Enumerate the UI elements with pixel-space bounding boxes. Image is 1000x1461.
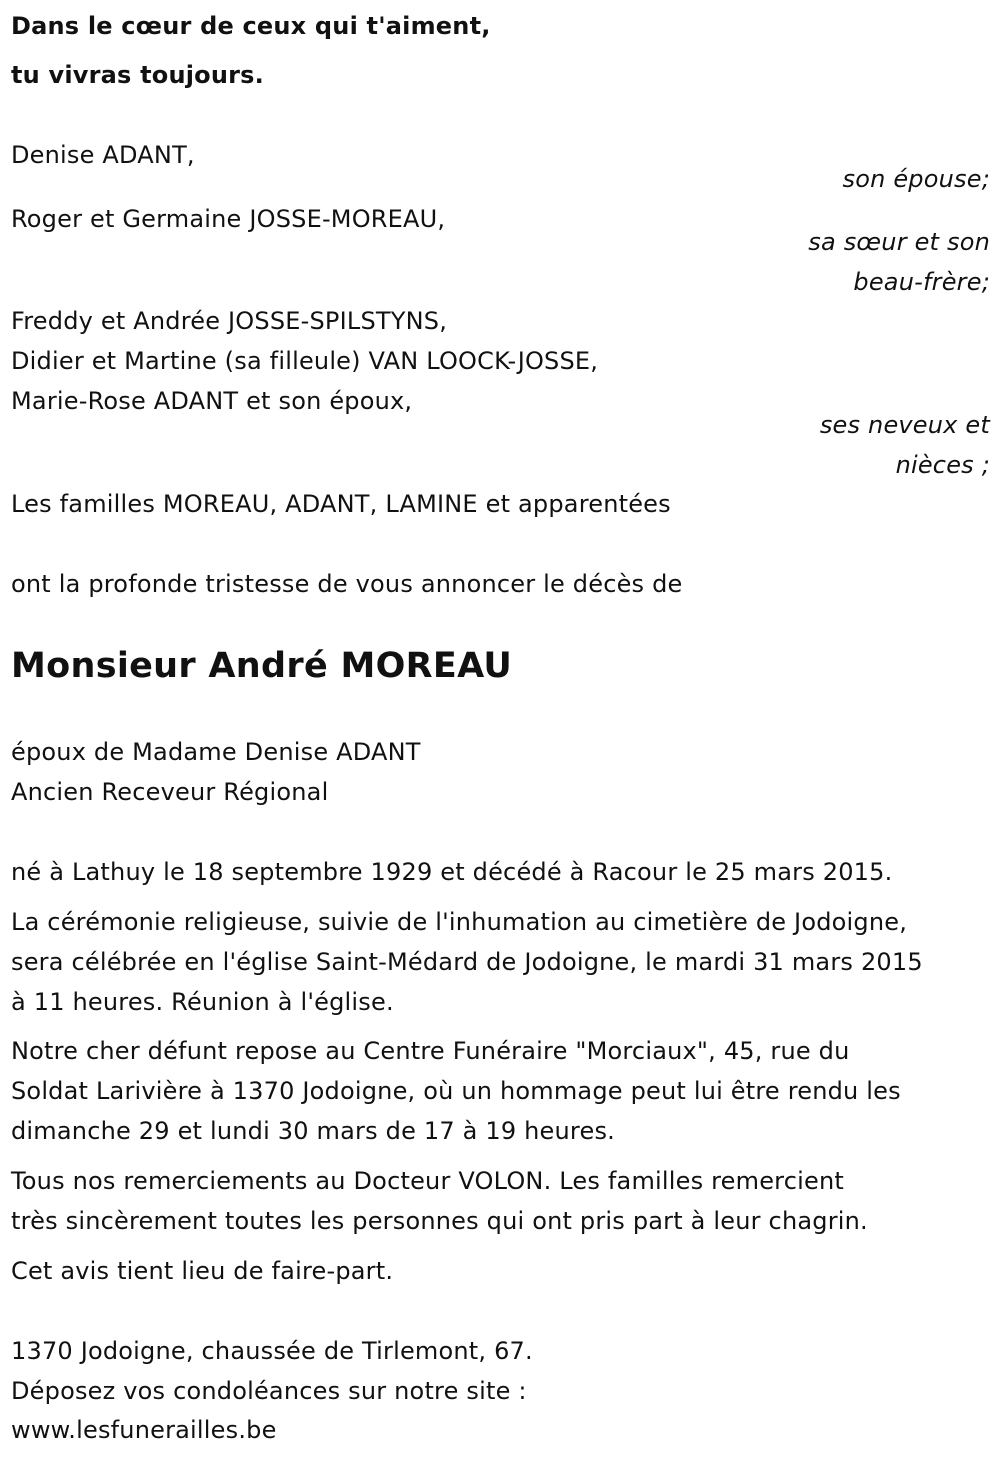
condolences-line: Déposez vos condoléances sur notre site :: [11, 1377, 527, 1405]
birth-death-line: né à Lathuy le 18 septembre 1929 et décédé à Racour le 25 mars 2015.: [11, 858, 893, 886]
quote-line-1: Dans le cœur de ceux qui t'aiment,: [11, 12, 491, 40]
families-line: Les familles MOREAU, ADANT, LAMINE et apparentées: [11, 490, 671, 518]
rest-line-1: Notre cher défunt repose au Centre Funéraire "Morciaux", 45, rue du: [11, 1037, 850, 1065]
nephews-role-line-2: nièces ;: [895, 451, 990, 479]
ceremony-line-2: sera célébrée en l'église Saint-Médard de Jodoigne, le mardi 31 mars 2015: [11, 948, 923, 976]
ceremony-line-3: à 11 heures. Réunion à l'église.: [11, 988, 394, 1016]
sister-role-line-1: sa sœur et son: [808, 228, 990, 256]
spouse-name: Denise ADANT,: [11, 141, 195, 169]
deceased-name: Monsieur André MOREAU: [11, 646, 513, 686]
nephew-line-2: Didier et Martine (sa filleule) VAN LOOCK-JOSSE,: [11, 347, 599, 375]
notice-line: Cet avis tient lieu de faire-part.: [11, 1257, 394, 1285]
thanks-line-1: Tous nos remerciements au Docteur VOLON. Les familles remercient: [11, 1167, 844, 1195]
sister-role-line-2: beau-frère;: [853, 268, 990, 296]
nephews-role-line-1: ses neveux et: [819, 411, 990, 439]
thanks-line-2: très sincèrement toutes les personnes qui ont pris part à leur chagrin.: [11, 1207, 868, 1235]
rest-line-3: dimanche 29 et lundi 30 mars de 17 à 19 heures.: [11, 1117, 615, 1145]
quote-line-2: tu vivras toujours.: [11, 61, 264, 89]
website-link[interactable]: www.lesfunerailles.be: [11, 1416, 277, 1444]
nephew-line-3: Marie-Rose ADANT et son époux,: [11, 387, 413, 415]
profession-line: Ancien Receveur Régional: [11, 778, 329, 806]
rest-line-2: Soldat Larivière à 1370 Jodoigne, où un hommage peut lui être rendu les: [11, 1077, 901, 1105]
ceremony-line-1: La cérémonie religieuse, suivie de l'inhumation au cimetière de Jodoigne,: [11, 908, 908, 936]
address-line: 1370 Jodoigne, chaussée de Tirlemont, 67.: [11, 1337, 533, 1365]
spouse-role: son épouse;: [842, 165, 990, 193]
announcement: ont la profonde tristesse de vous annoncer le décès de: [11, 570, 683, 598]
spouse-of-line: époux de Madame Denise ADANT: [11, 738, 421, 766]
nephew-line-1: Freddy et Andrée JOSSE-SPILSTYNS,: [11, 307, 448, 335]
sister-name: Roger et Germaine JOSSE-MOREAU,: [11, 205, 446, 233]
